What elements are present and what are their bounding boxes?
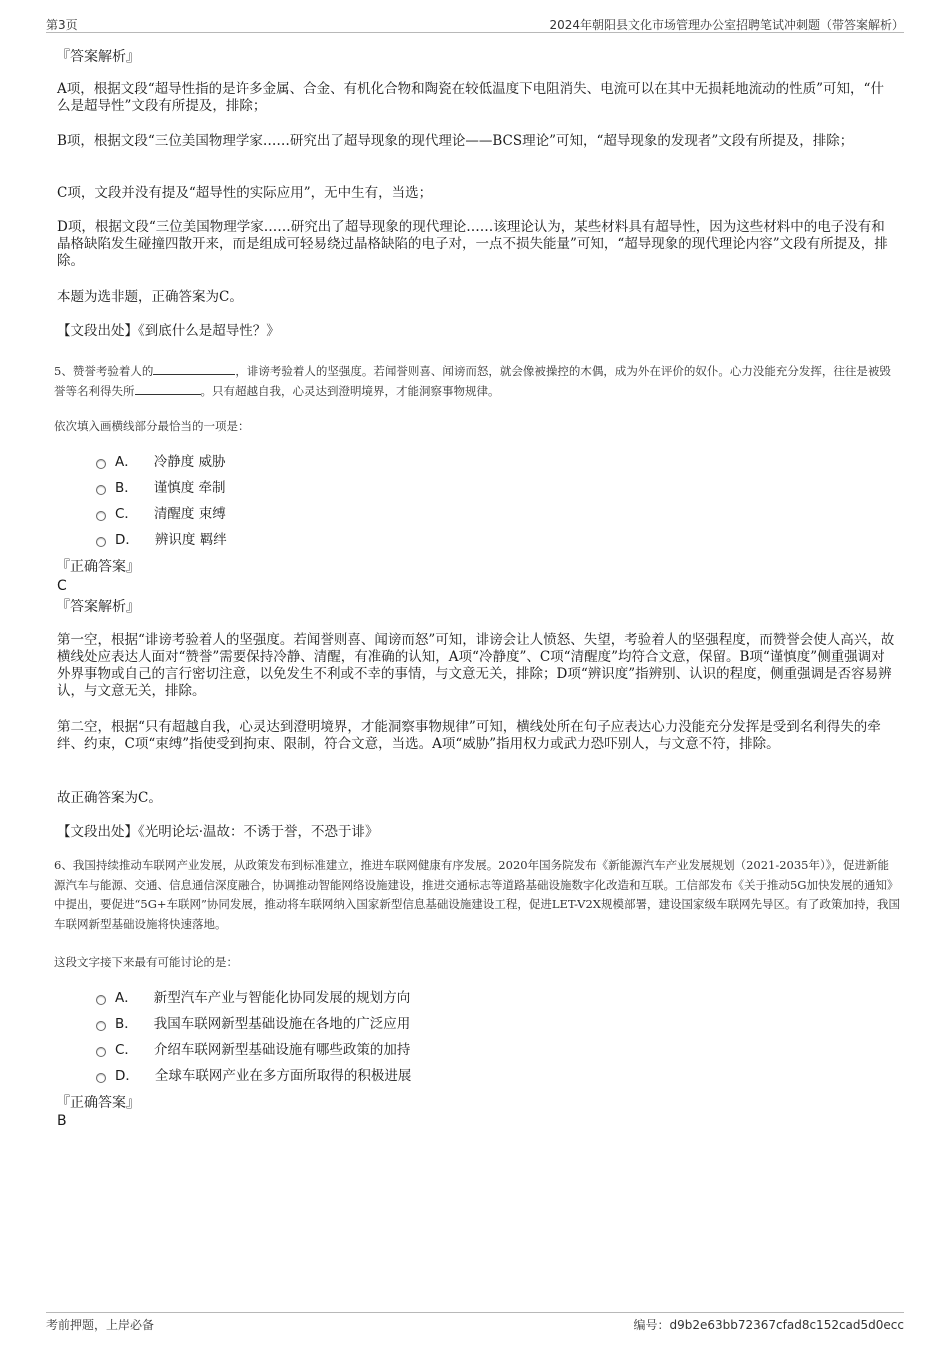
radio-icon[interactable] xyxy=(96,1021,106,1031)
document-code: 编号：d9b2e63bb72367cfad8c152cad5d0ecc xyxy=(633,1318,904,1332)
q5-source: 【文段出处】《光明论坛·温故：不诱于誉，不恐于诽》 xyxy=(57,824,379,840)
q5-analysis-first: 第一空，根据“诽谤考验着人的坚强度。若闻誉则喜、闻谤而怒”可知，诽谤会让人愤怒、失望，考验着人的坚强程度，而赞誉会使人高兴，故横线处应表达人面对“赞誉”需要保持冷静、清醒，有准确的认知，A项“冷静度”、C项“清醒度”均符合文意，保留。B项“谨慎度”侧重强调对外界事物或自己的言行密切注意，以免发生不利或不幸的事情，与文意无关，排除；D项“辨识度”指辨别、认识的程度，侧重强调是否容易辨认，与文意无关，排除。 xyxy=(57,632,895,699)
q5-analysis-label: 『答案解析』 xyxy=(56,599,140,615)
q4-analysis-a: A项，根据文段“超导性指的是许多金属、合金、有机化合物和陶瓷在较低温度下电阻消失、电流可以在其中无损耗地流动的性质”可知，“什么是超导性”文段有所提及，排除； xyxy=(57,81,884,114)
radio-icon[interactable] xyxy=(96,485,106,495)
q5-blank-1 xyxy=(153,363,235,375)
radio-icon[interactable] xyxy=(96,459,106,469)
q6-question-text: 6、我国持续推动车联网产业发展，从政策发布到标准建立，推进车联网健康有序发展。2020年国务院发布《新能源汽车产业发展规划（2021-2035年）》，促进新能源汽车与能源、交通、信息通信深度融合，协调推动智能网络设施建设，推进交通标志等道路基础设施数字化改造和互联。工信部发布《关于推动5G加快发展的通知》中提出，要促进“5G+车联网”协同发展，推动将车联网纳入国家新型信息基础设施建设工程，促进LET-V2X规模部署，建设国家级车联网先导区。有了政策加持，我国车联网新型基础设施将快速落地。 xyxy=(54,858,900,931)
q5-blank-2 xyxy=(135,383,201,395)
q5-question-text: 5、赞誉考验着人的 ，诽谤考验着人的坚强度。若闻誉则喜、闻谤而怒，就会像被操控的木偶，成为外在评价的奴仆。心力没能充分发挥，往往是被毁誉等名利得失所 。只有超越自我，心灵达到澄明境界，才能洞察事物规律。 xyxy=(54,364,891,398)
radio-icon[interactable] xyxy=(96,511,106,521)
q5-analysis-second: 第二空，根据“只有超越自我，心灵达到澄明境界，才能洞察事物规律”可知，横线处所在句子应表达心力没能充分发挥是受到名利得失的牵绊、约束，C项“束缚”指使受到拘束、限制，符合文意，当选。A项“威胁”指用权力或武力恐吓别人，与文意不符，排除。 xyxy=(57,719,881,752)
q6-answer-label: 『正确答案』 xyxy=(56,1095,140,1111)
q5-answer-label: 『正确答案』 xyxy=(56,559,140,575)
q5-answer: C xyxy=(57,578,67,594)
q4-analysis-d: D项，根据文段“三位美国物理学家……研究出了超导现象的现代理论……该理论认为，某些材料具有超导性，因为这些材料中的电子没有和晶格缺陷发生碰撞四散开来，而是组成可轻易绕过晶格缺陷的电子对，一点不损失能量”可知，“超导现象的现代理论内容”文段有所提及，排除。 xyxy=(57,219,888,269)
q6-option-a[interactable]: A． 新型汽车产业与智能化协同发展的规划方向 xyxy=(96,989,410,1007)
q4-analysis-label: 『答案解析』 xyxy=(56,49,140,65)
page-header xyxy=(46,14,904,33)
q4-conclusion: 本题为选非题，正确答案为C。 xyxy=(57,289,243,305)
radio-icon[interactable] xyxy=(96,537,106,547)
page-footer xyxy=(46,1312,904,1335)
q4-analysis-c: C项，文段并没有提及“超导性的实际应用”，无中生有，当选； xyxy=(57,185,433,201)
q6-option-c[interactable]: C． 介绍车联网新型基础设施有哪些政策的加持 xyxy=(96,1041,410,1059)
document-title: 2024年朝阳县文化市场管理办公室招聘笔试冲刺题（带答案解析） xyxy=(549,18,904,32)
q6-answer: B xyxy=(57,1113,67,1129)
radio-icon[interactable] xyxy=(96,1073,106,1083)
q5-option-a[interactable]: A． 冷静度 威胁 xyxy=(96,453,226,471)
q5-option-c[interactable]: C． 清醒度 束缚 xyxy=(96,505,226,523)
q6-instruction: 这段文字接下来最有可能讨论的是： xyxy=(54,955,238,969)
q5-option-b[interactable]: B． 谨慎度 牵制 xyxy=(96,479,226,497)
q5-conclusion: 故正确答案为C。 xyxy=(57,790,162,806)
q5-option-d[interactable]: D． 辨识度 羁绊 xyxy=(96,531,227,549)
q4-analysis-b: B项，根据文段“三位美国物理学家……研究出了超导现象的现代理论——BCS理论”可知，“超导现象的发现者”文段有所提及，排除； xyxy=(57,133,854,149)
footer-slogan: 考前押题，上岸必备 xyxy=(46,1318,155,1332)
q6-option-b[interactable]: B． 我国车联网新型基础设施在各地的广泛应用 xyxy=(96,1015,410,1033)
radio-icon[interactable] xyxy=(96,1047,106,1057)
radio-icon[interactable] xyxy=(96,995,106,1005)
q4-source: 【文段出处】《到底什么是超导性？》 xyxy=(57,323,280,339)
page-number: 第3页 xyxy=(46,18,78,32)
q5-instruction: 依次填入画横线部分最恰当的一项是： xyxy=(54,419,250,433)
q6-option-d[interactable]: D． 全球车联网产业在多方面所取得的积极进展 xyxy=(96,1067,411,1085)
